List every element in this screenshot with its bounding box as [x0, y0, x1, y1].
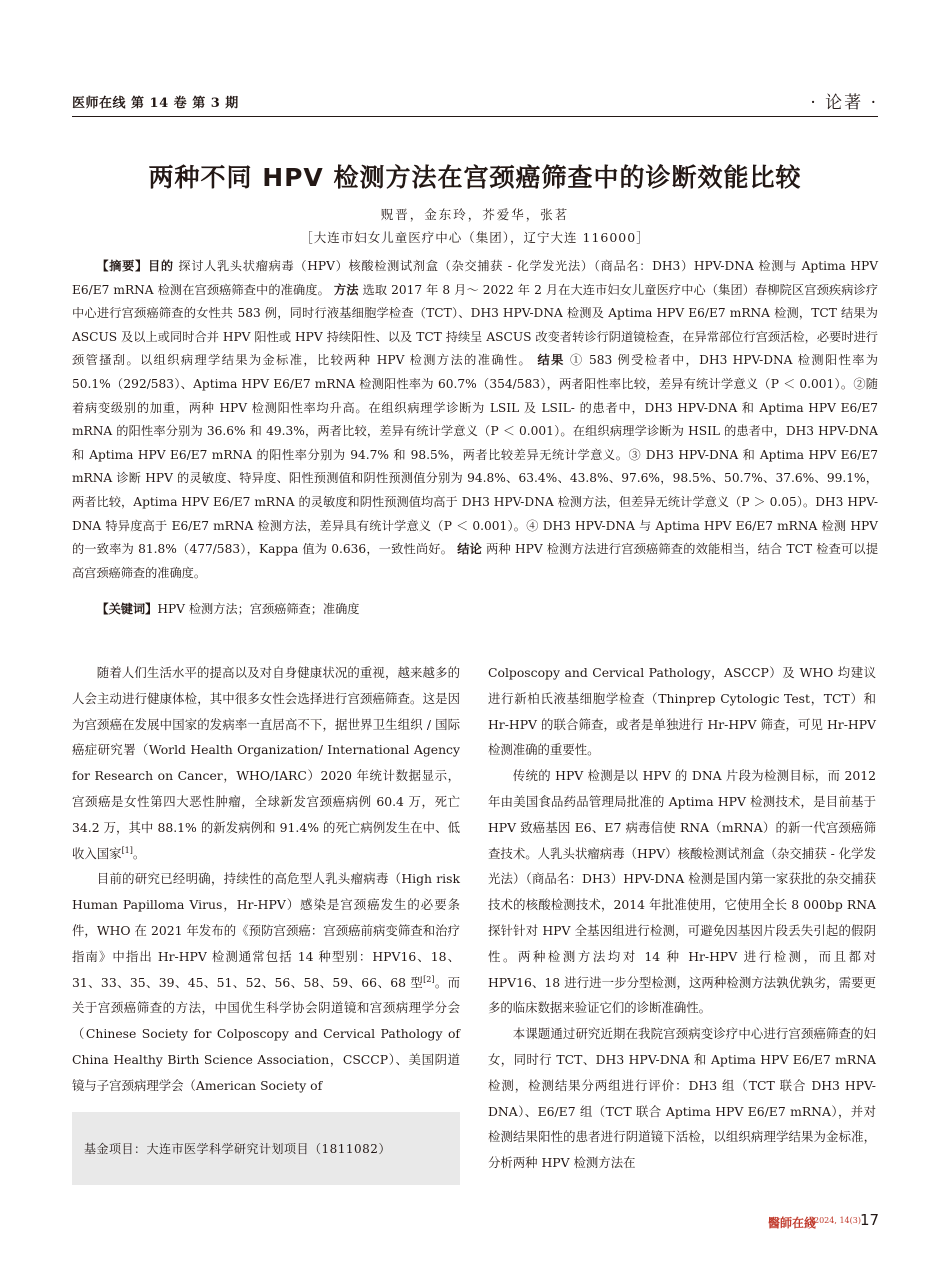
- abstract: [72, 255, 878, 585]
- header-divider: [72, 116, 878, 117]
- magazine-logo: 醫師在綫: [768, 1216, 817, 1230]
- body-paragraph: [72, 660, 460, 866]
- citation-ref[interactable]: [1]: [121, 845, 133, 855]
- body-column-left: [72, 660, 460, 1099]
- paragraph-text: 目前的研究已经明确，持续性的高危型人乳头瘤病毒（High risk Human Papilloma Virus，Hr-HPV）感染是宫颈癌发生的必要条件，WHO 在 2021 年发布的《预防宫颈癌：宫颈癌前病变筛查和治疗指南》中指出 Hr-HPV 检测通常包括 14 种型别：HPV16、18、31、33、35、39、45、51、52、56、58、59、66、68 型: [72, 871, 460, 990]
- section-label: · 论著 ·: [810, 93, 878, 113]
- body-paragraph: [72, 866, 460, 1098]
- methods-label: 方法: [333, 282, 359, 297]
- body-column-right: [488, 660, 876, 1176]
- abstract-label: 【摘要】: [96, 259, 148, 273]
- body-paragraph: 传统的 HPV 检测是以 HPV 的 DNA 片段为检测目标，而 2012 年由美国食品药品管理局批准的 Aptima HPV 检测技术，是目前基于 HPV 致癌基因 E6、E7 病毒信使 RNA（mRNA）的新一代宫颈癌筛查技术。人乳头状瘤病毒（HPV）核酸检测试剂盒（杂交捕获 - 化学发光法）（商品名：DH3）HPV-DNA 检测是国内第一家获批的杂交捕获技术的核酸检测技术，2014 年批准使用，它使用全长 8 000bp RNA 探针针对 HPV 全基因组进行检测，可避免因基因片段丢失引起的假阴性。两种检测方法均对 14 种 Hr-HPV 进行检测，而且都对 HPV16、18 进行进一步分型检测，这两种检测方法孰优孰劣，需要更多的临床数据来验证它们的诊断准确性。: [488, 768, 876, 1016]
- paragraph-text: 随着人们生活水平的提高以及对自身健康状况的重视，越来越多的人会主动进行健康体检，其中很多女性会选择进行宫颈癌筛查。这是因为宫颈癌在发展中国家的发病率一直居高不下，据世界卫生组织 / 国际癌症研究署（World Health Organization/ International Agency for Research on Cancer，WHO/IARC）2020 年统计数据显示，宫颈癌是女性第四大恶性肿瘤，全球新发宫颈癌病例 60.4 万，死亡 34.2 万，其中 88.1% 的新发病例和 91.4% 的死亡病例发生在中、低收入国家: [72, 665, 460, 861]
- keywords: [72, 598, 878, 621]
- conclusion-label: 结论: [457, 542, 483, 557]
- paragraph-text: 。而关于宫颈癌筛查的方法，中国优生科学协会阴道镜和宫颈病理学分会（Chinese Society for Colposcopy and Cervical Pathology of China Healthy Birth Science Association，CSCCP）、美国阴道镜与子宫颈病理学会（American Society of: [72, 974, 461, 1093]
- body-paragraph: Colposcopy and Cervical Pathology，ASCCP）及 WHO 均建议进行新柏氏液基细胞学检查（Thinprep Cytologic Test，TCT）和 Hr-HPV 的联合筛查，或者是单独进行 Hr-HPV 筛查，可见 Hr-HPV 检测准确的重要性。: [488, 665, 876, 758]
- results-label: 结果: [537, 353, 565, 368]
- fund-box: [72, 1112, 460, 1185]
- objective-label: 目的: [147, 259, 174, 273]
- fund-text: 基金项目：大连市医学科学研究计划项目（1811082）: [84, 1142, 391, 1156]
- article-authors: 贶晋，金东玲，芥爱华，张茗: [380, 207, 570, 222]
- footer-issue: 2024, 14(3): [814, 1216, 861, 1225]
- keywords-text: HPV 检测方法；宫颈癌筛查；准确度: [157, 602, 360, 616]
- methods-text: 选取 2017 年 8 月～ 2022 年 2 月在大连市妇女儿童医疗中心（集团）春柳院区宫颈疾病诊疗中心进行宫颈癌筛查的女性共 583 例，同时行液基细胞学检查（TCT）、DH3 HPV-DNA 检测及 Aptima HPV E6/E7 mRNA 检测，TCT 结果为 ASCUS 及以上或同时合并 HPV 阳性或 HPV 持续阳性、以及 TCT 持续呈 ASCUS 改变者转诊行阴道镜检查，在异常部位行宫颈活检，必要时进行颈管搔刮。以组织病理学结果为金标准，比较两种 HPV 检测方法的准确性。: [72, 282, 879, 368]
- paragraph-text: 。: [132, 845, 146, 861]
- conclusion-text: 两种 HPV 检测方法进行宫颈癌筛查的效能相当，结合 TCT 检查可以提高宫颈癌筛查的准确度。: [72, 542, 879, 580]
- objective-text: 探讨人乳头状瘤病毒（HPV）核酸检测试剂盒（杂交捕获 - 化学发光法）（商品名：DH3）HPV-DNA 检测与 Aptima HPV E6/E7 mRNA 检测在宫颈癌筛查中的准确度。: [72, 259, 879, 297]
- body-paragraph: 本课题通过研究近期在我院宫颈病变诊疗中心进行宫颈癌筛查的妇女，同时行 TCT、DH3 HPV-DNA 和 Aptima HPV E6/E7 mRNA 检测，检测结果分两组进行评价：DH3 组（TCT 联合 DH3 HPV-DNA）、E6/E7 组（TCT 联合 Aptima HPV E6/E7 mRNA），并对检测结果阳性的患者进行阴道镜下活检，以组织病理学结果为金标准，分析两种 HPV 检测方法在: [488, 1026, 876, 1171]
- article-title: 两种不同 HPV 检测方法在宫颈癌筛查中的诊断效能比较: [148, 163, 802, 192]
- page-number: 17: [860, 1211, 880, 1229]
- results-text: ① 583 例受检者中，DH3 HPV-DNA 检测阳性率为 50.1%（292/583）、Aptima HPV E6/E7 mRNA 检测阳性率为 60.7%（354/583），两者阳性率比较，差异有统计学意义（P ＜ 0.001）。②随着病变级别的加重，两种 HPV 检测阳性率均升高。在组织病理学诊断为 LSIL 及 LSIL- 的患者中，DH3 HPV-DNA 和 Aptima HPV E6/E7 mRNA 的阳性率分别为 36.6% 和 49.3%，两者比较，差异有统计学意义（P ＜ 0.001）。在组织病理学诊断为 HSIL 的患者中，DH3 HPV-DNA 和 Aptima HPV E6/E7 mRNA 的阳性率分别为 94.7% 和 98.5%，两者比较差异无统计学意义。③ DH3 HPV-DNA 和 Aptima HPV E6/E7 mRNA 诊断 HPV 的灵敏度、特异度、阳性预测值和阴性预测值分别为 94.8%、63.4%、43.8%、97.6%，98.5%、50.7%、37.6%、99.1%，两者比较，Aptima HPV E6/E7 mRNA 的灵敏度和阴性预测值均高于 DH3 HPV-DNA 检测方法，但差异无统计学意义（P ＞ 0.05）。DH3 HPV-DNA 特异度高于 E6/E7 mRNA 检测方法，差异具有统计学意义（P ＜ 0.001）。④ DH3 HPV-DNA 与 Aptima HPV E6/E7 mRNA 检测 HPV 的一致率为 81.8%（477/583），Kappa 值为 0.636，一致性尚好。: [72, 353, 879, 557]
- article-affiliation: ［大连市妇女儿童医疗中心（集团），辽宁大连 116000］: [300, 230, 650, 245]
- keywords-label: 【关键词】: [96, 602, 158, 616]
- citation-ref[interactable]: [2]: [423, 974, 435, 984]
- journal-issue: 医师在线 第 14 卷 第 3 期: [72, 96, 239, 111]
